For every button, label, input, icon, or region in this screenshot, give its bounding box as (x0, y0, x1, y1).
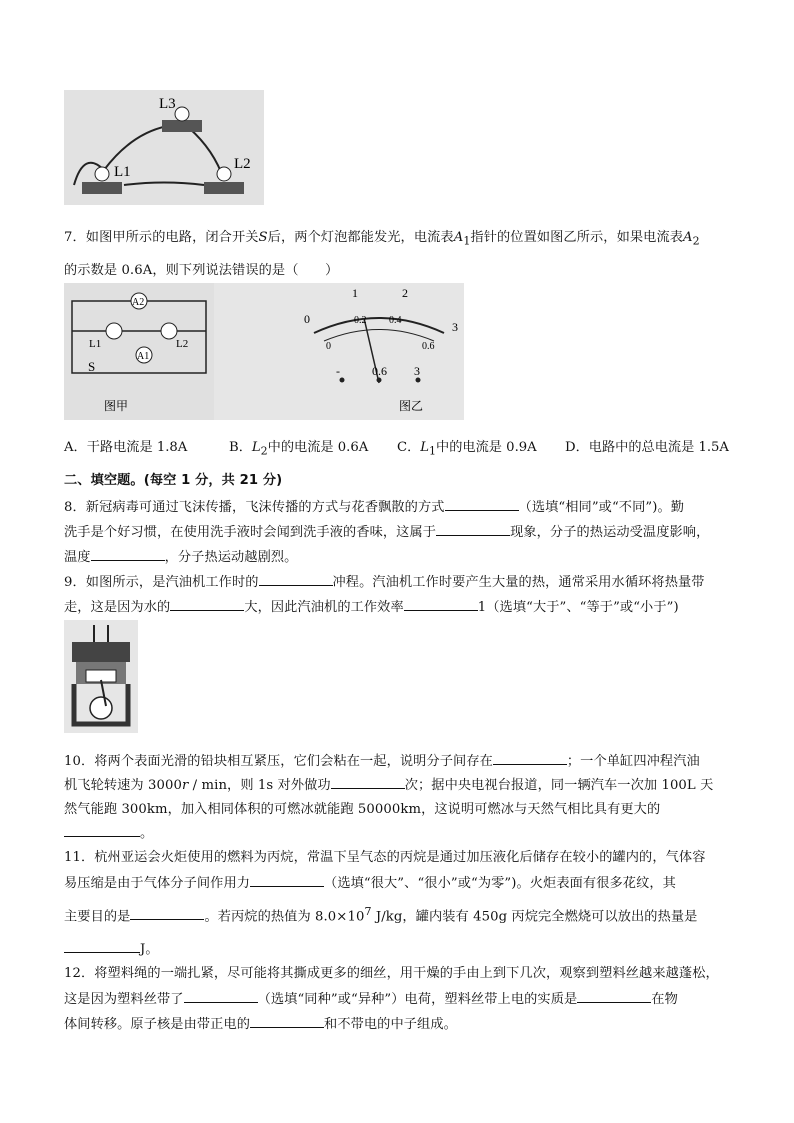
caption-yi: 图乙 (399, 399, 424, 413)
caption-jia: 图甲 (104, 399, 129, 413)
figure-yi (214, 283, 464, 420)
engine-figure (64, 620, 138, 733)
q7-option-c: C．$L_1$中的电流是 0.9A (397, 440, 537, 458)
label-l3: L3 (159, 96, 176, 112)
scale-top-3: 3 (452, 320, 458, 334)
scale-top-2: 2 (402, 286, 408, 300)
q7-line-2: 的示数是 0.6A，则下列说法错误的是（ ） (64, 263, 339, 278)
q12-line-1: 12．将塑料绳的一端扎紧，尽可能将其撕成更多的细丝，用干燥的手由上到下几次，观察到塑料丝越来越蓬松， (64, 966, 719, 981)
label-a2: A2 (132, 297, 145, 308)
terminal-06: 0.6 (372, 364, 387, 378)
q12-line-2: 这是因为塑料丝带了 （选填“同种”或“异种”）电荷，塑料丝带上电的实质是 在物 (64, 992, 678, 1007)
q12-line-3: 体间转移。原子核是由带正电的 和不带电的中子组成。 (64, 1017, 457, 1032)
top-circuit-figure (64, 90, 264, 205)
q9-line-2: 走，这是因为水的 大，因此汽油机的工作效率 1（选填“大于”、“等于”或“小于”) (64, 600, 679, 615)
label-l1-jia: L1 (89, 338, 102, 350)
q10-line-1: 10．将两个表面光滑的铅块相互紧压，它们会粘在一起，说明分子间存在 ；一个单缸四冲程汽油 (64, 754, 700, 769)
label-l2: L2 (234, 156, 251, 172)
q9-line-1: 9．如图所示，是汽油机工作时的 冲程。汽油机工作时要产生大量的热，通常采用水循环将热量带 (64, 575, 705, 590)
q7-option-a: A．干路电流是 1.8A (64, 440, 188, 455)
scale-bottom-0: 0 (326, 341, 331, 352)
scale-bottom-2: 0.4 (389, 315, 402, 326)
q8-line-1: 8．新冠病毒可通过飞沫传播，飞沫传播的方式与花香飘散的方式 （选填“相同”或“不同”)。勤 (64, 500, 685, 515)
q8-line-3: 温度 ，分子热运动越剧烈。 (64, 550, 298, 565)
scale-bottom-3: 0.6 (422, 341, 435, 352)
label-l2-jia: L2 (176, 338, 189, 350)
scale-top-1: 1 (352, 286, 358, 300)
label-s: S (88, 359, 96, 374)
label-l1: L1 (114, 164, 131, 180)
q11-line-2: 易压缩是由于气体分子间作用力 （选填“很大”、“很小”或“为零”)。火炬表面有很多花纹，其 (64, 876, 676, 891)
scale-top-0: 0 (304, 312, 310, 326)
terminal-minus: - (336, 364, 340, 378)
label-a1: A1 (137, 351, 150, 362)
circuit-jia-image (64, 283, 214, 420)
top-circuit-image (64, 90, 264, 205)
q11-line-3: 主要目的是 。若丙烷的热值为 $8.0\times 10^7$ J/kg，罐内装有 450g 丙烷完全燃烧可以放出的热量是 (64, 905, 698, 925)
q7-option-d: D．电路中的总电流是 1.5A (565, 440, 729, 455)
q8-line-2: 洗手是个好习惯，在使用洗手液时会闻到洗手液的香味，这属于 现象，分子的热运动受温度影响， (64, 525, 710, 540)
ammeter-yi-image (214, 283, 464, 420)
q10-line-2: 机飞轮转速为 3000r / min，则 1s 对外做功 次；据中央电视台报道，同一辆汽车一次加 100L 天 (64, 778, 714, 793)
q10-line-4: 。 (64, 822, 153, 841)
q11-line-4: J。 (64, 938, 159, 957)
terminal-3: 3 (414, 364, 420, 378)
q10-line-3: 然气能跑 300km，加入相同体积的可燃冰就能跑 50000km，这说明可燃冰与天然气相比具有更大的 (64, 802, 661, 817)
section-2-title: 二、填空题。(每空 1 分，共 21 分) (64, 473, 283, 488)
q7-option-b: B．$L_2$中的电流是 0.6A (229, 440, 369, 458)
figure-jia (64, 283, 214, 420)
q7-line-1: 7．如图甲所示的电路，闭合开关S后，两个灯泡都能发光，电流表$A_1$指针的位置如图乙所示，如果电流表$A_2$ (64, 230, 700, 248)
engine-image (64, 620, 138, 733)
scale-bottom-1: 0.2 (354, 315, 367, 326)
q11-line-1: 11．杭州亚运会火炬使用的燃料为丙烷，常温下呈气态的丙烷是通过加压液化后储存在较小的罐内的，气体容 (64, 850, 706, 865)
